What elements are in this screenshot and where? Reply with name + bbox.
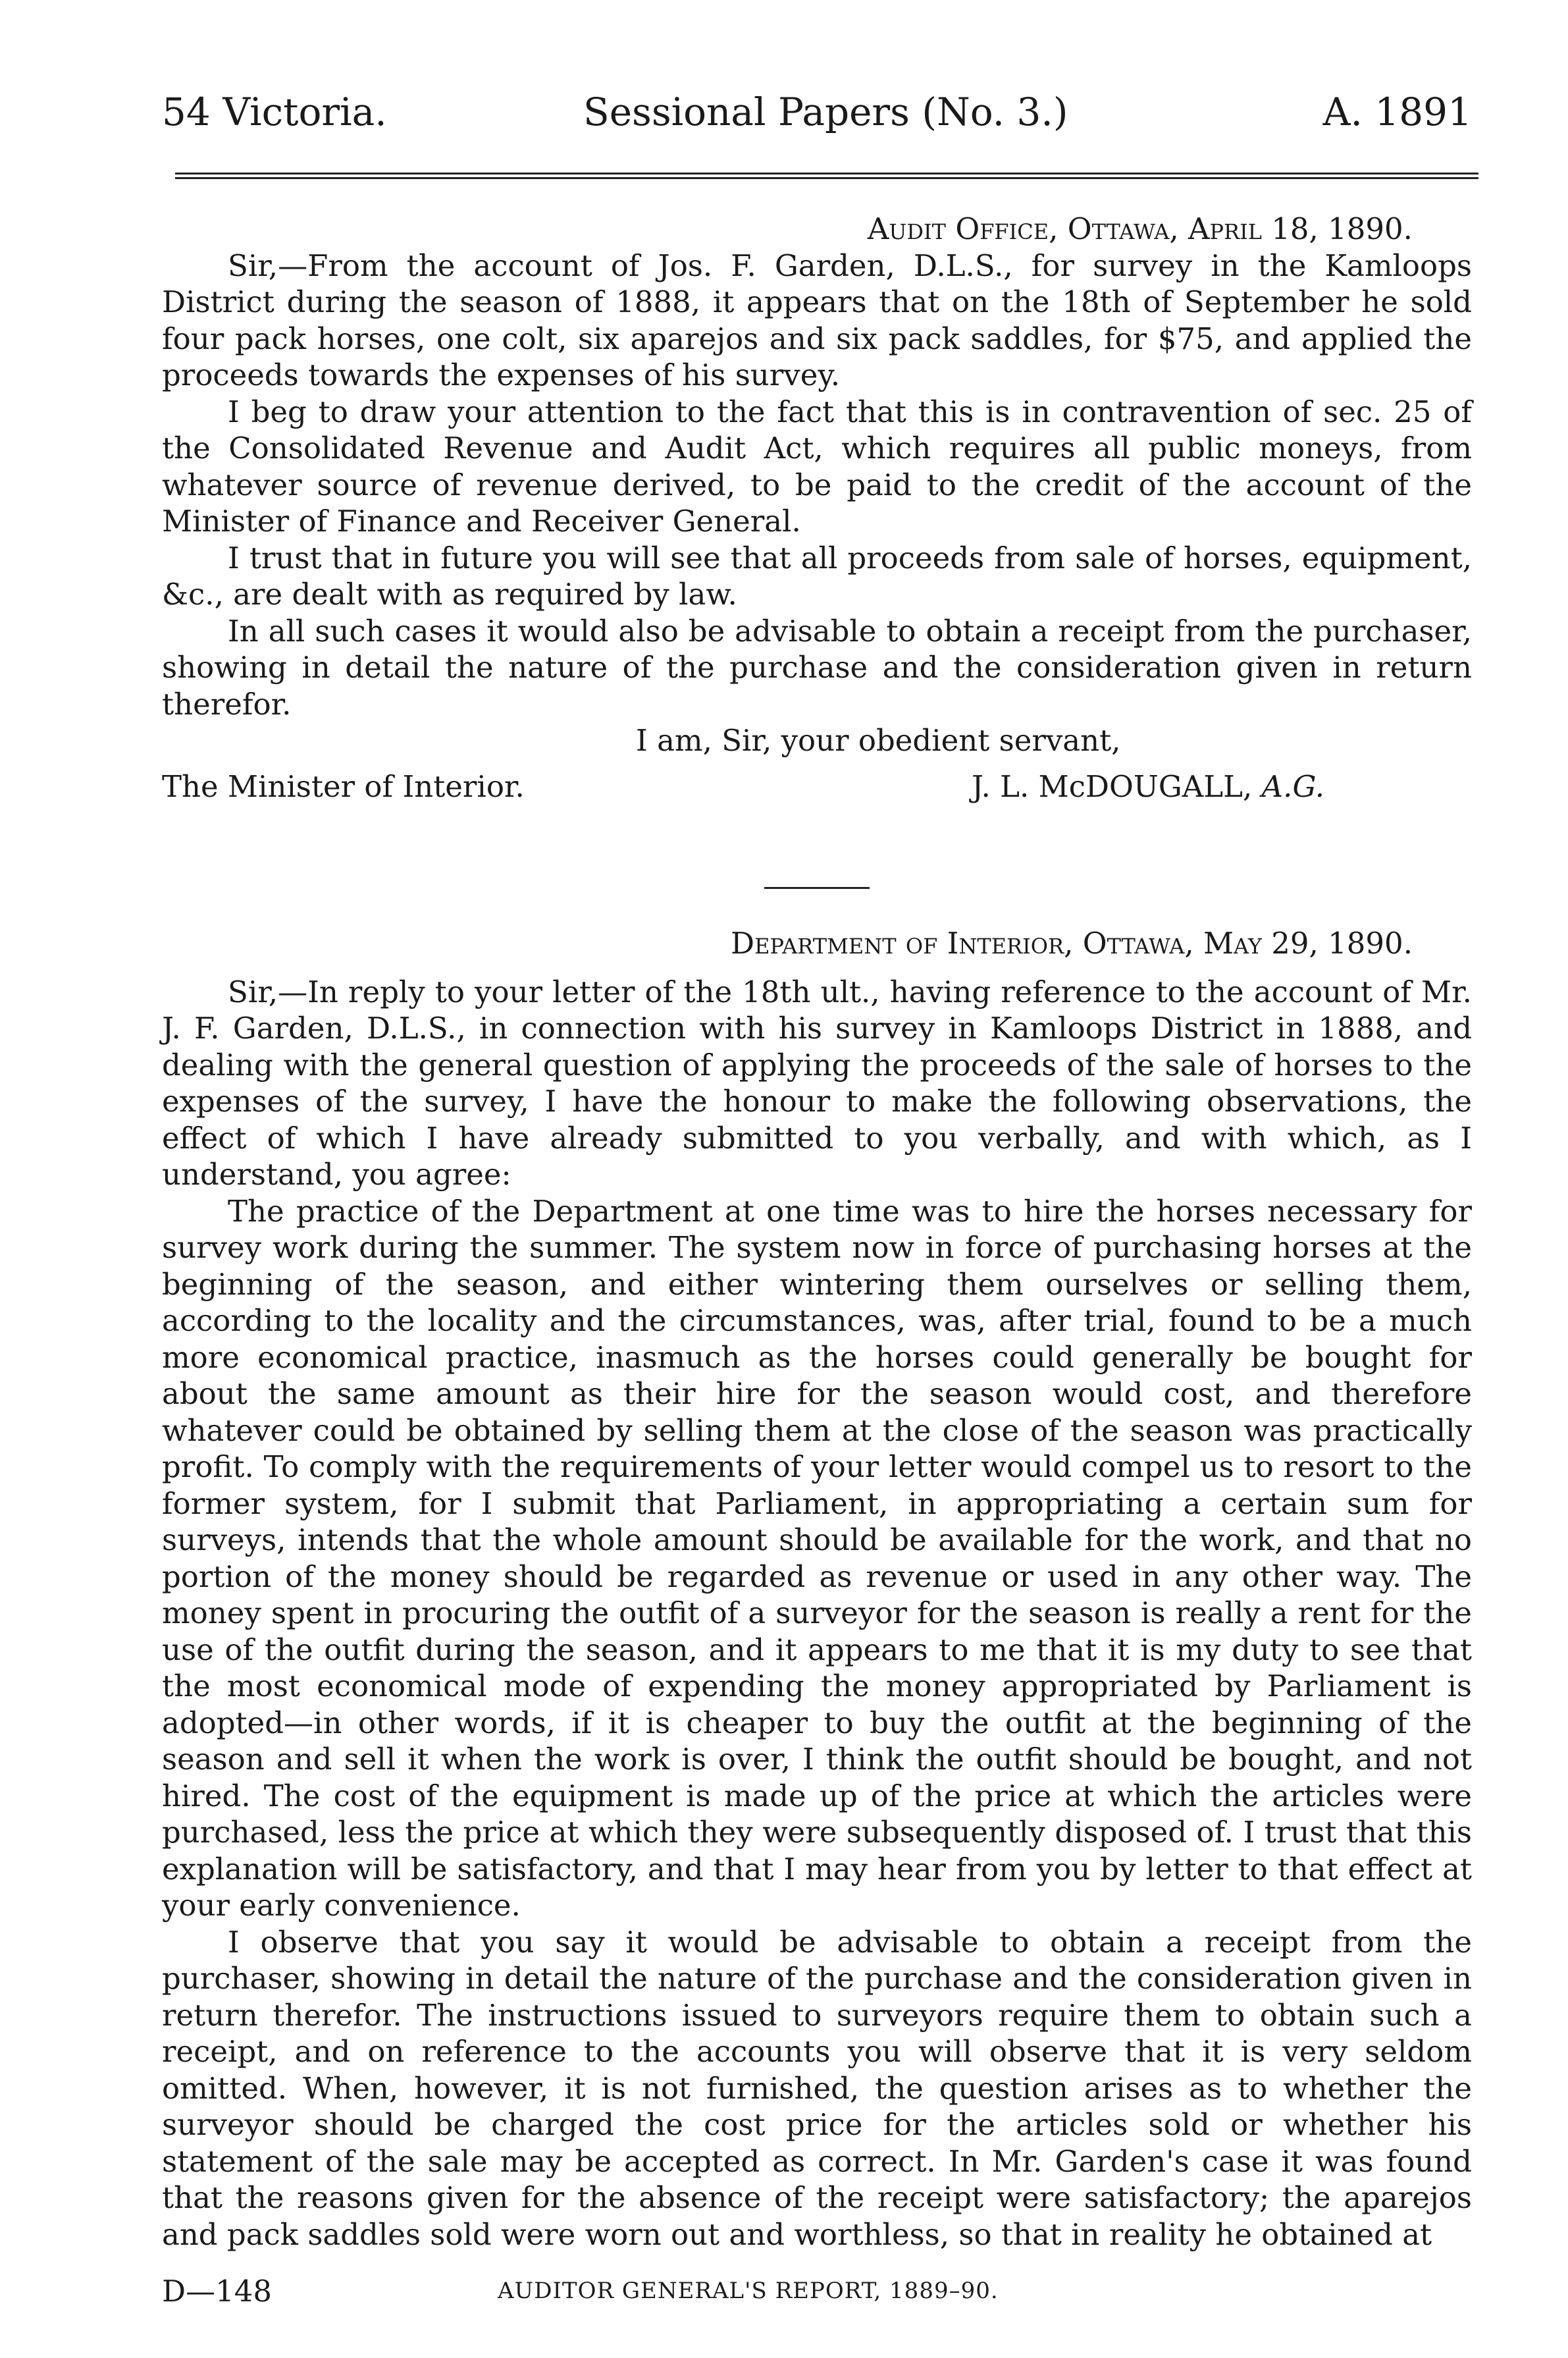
letter1-dateline: Audit Office, Ottawa, April 18, 1890.	[867, 211, 1413, 246]
running-header	[162, 86, 1472, 138]
letter1-paragraph-4: In all such cases it would also be advisable to obtain a receipt from the purchaser, showing in detail the nature of the purchase and the consideration given in return therefor.	[162, 613, 1472, 722]
header-volume: 54 Victoria.	[162, 90, 387, 134]
header-title: Sessional Papers (No. 3.)	[583, 90, 1068, 134]
letter2-paragraph-2: The practice of the Department at one time was to hire the horses necessary for survey work during the summer. The system now in force of purchasing horses at the beginning of the season, and either wintering them ourselves or selling them, according to the locality and the circumstances, was, after trial, found to be a much more economical practice, inasmuch as the horses could generally be bought for about the same amount as their hire for the season would cost, and therefore whatever could be obtained by selling them at the close of the season was practically profit. To comply with the requirements of your letter would compel us to resort to the former system, for I submit that Parliament, in appropriating a certain sum for surveys, intends that the whole amount should be available for the work, and that no portion of the money should be regarded as revenue or used in any other way. The money spent in procuring the outfit of a surveyor for the season is really a rent for the use of the outfit during the season, and it appears to me that it is my duty to see that the most economical mode of expending the money appropriated by Parliament is adopted—in other words, if it is cheaper to buy the outfit at the beginning of the season and sell it when the work is over, I think the outfit should be bought, and not hired. The cost of the equipment is made up of the price at which the articles were purchased, less the price at which they were subsequently disposed of. I trust that this explanation will be satisfactory, and that I may hear from you by letter to that effect at your early convenience.	[162, 1193, 1472, 1923]
letter1-signature	[972, 768, 1324, 805]
letter1-paragraph-2: I beg to draw your attention to the fact that this is in contravention of sec. 25 of the Consolidated Revenue and Audit Act, which requires all public moneys, from whatever source of revenue derived, to be paid to the credit of the account of the Minister of Finance and Receiver General.	[162, 394, 1472, 539]
header-double-rule	[175, 173, 1478, 179]
letter1-signature-row	[162, 762, 1472, 815]
letter2-paragraph-1: Sir,—In reply to your letter of the 18th ult., having reference to the account of Mr. J. F. Garden, D.L.S., in connection with his survey in Kamloops District in 1888, and dealing with the general question of applying the proceeds of the sale of horses to the expenses of the survey, I have the honour to make the following observations, the effect of which I have already submitted to you verbally, and with which, as I understand, you agree:	[162, 974, 1472, 1192]
letter1-signature-name: J. L. McDOUGALL,	[972, 769, 1253, 804]
document-body	[162, 211, 1472, 2253]
letter1-paragraph-1: Sir,—From the account of Jos. F. Garden, D.L.S., for survey in the Kamloops District during the season of 1888, it appears that on the 18th of September he sold four pack horses, one colt, six aparejos and six pack saddles, for $75, and applied the proceeds towards the expenses of his survey.	[162, 248, 1472, 392]
letter1-paragraph-3: I trust that in future you will see that all proceeds from sale of horses, equipment, &c., are dealt with as required by law.	[162, 540, 1472, 612]
letter2-dateline: Department of Interior, Ottawa, May 29, 1890.	[731, 926, 1413, 961]
footer-page-code: D—148	[162, 2274, 272, 2309]
footer-report-title: AUDITOR GENERAL'S REPORT, 1889–90.	[498, 2278, 999, 2304]
header-year: A. 1891	[1322, 90, 1472, 134]
letter1-signature-title: A.G.	[1261, 769, 1325, 804]
letter1-closing-row	[162, 722, 1472, 762]
letter-department-interior	[162, 925, 1472, 2253]
letter1-addressee: The Minister of Interior.	[162, 769, 525, 804]
letter-audit-office	[162, 211, 1472, 815]
letter2-paragraph-3: I observe that you say it would be advisable to obtain a receipt from the purchaser, showing in detail the nature of the purchase and the consideration given in return therefor. The instructions issued to surveyors require them to obtain such a receipt, and on reference to the accounts you will observe that it is very seldom omitted. When, however, it is not furnished, the question arises as to whether the surveyor should be charged the cost price for the articles sold or whether his statement of the sale may be accepted as correct. In Mr. Garden's case it was found that the reasons given for the absence of the receipt were satisfactory; the aparejos and pack saddles sold were worn out and worthless, so that in reality he obtained at	[162, 1924, 1472, 2252]
letter1-closing: I am, Sir, your obedient servant,	[636, 723, 1121, 758]
